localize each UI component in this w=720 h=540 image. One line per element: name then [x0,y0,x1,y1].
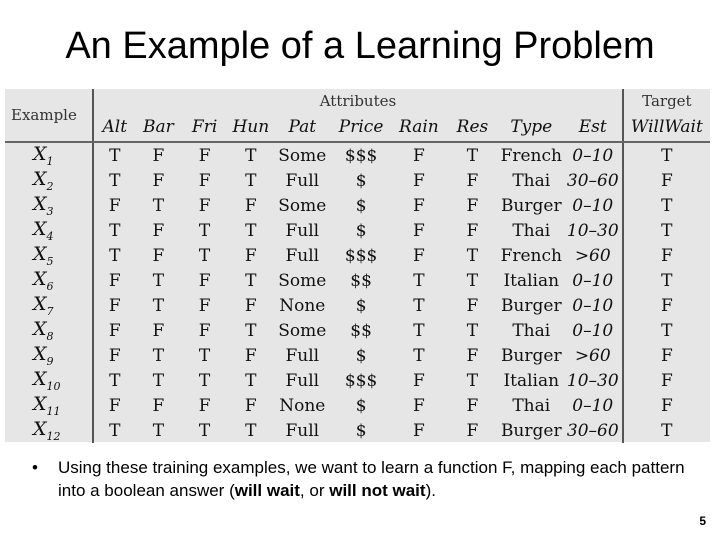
cell-fri: T [198,220,211,241]
cell-res: F [466,420,479,441]
example-id-cell [5,343,93,368]
cell-type: French [500,245,562,266]
example-id-letter: X [33,218,47,241]
example-id-subscript: 1 [46,154,54,168]
cell-price: $ [355,395,367,416]
cell-price: $$ [350,270,372,291]
cell-hun: T [245,370,257,391]
cell-res: F [466,195,479,216]
example-id-letter: X [33,243,47,266]
cell-rain: T [413,295,425,316]
cell-est: 30–60 [564,168,623,193]
cell-est: 0–10 [564,293,623,318]
cell-fri: T [198,345,211,366]
cell-fri: F [198,295,211,316]
example-id-subscript: 8 [46,329,54,343]
cell-alt: T [109,145,121,166]
cell-pat: Full [285,245,320,266]
cell-res: T [466,145,479,166]
table-row [5,168,710,193]
cell-res: F [466,220,479,241]
example-id-subscript: 10 [46,379,61,393]
cell-est: 0–10 [564,193,623,218]
bullet-icon: • [32,458,38,477]
bullet-bold-will-not-wait: will not wait [329,481,426,500]
cell-willwait: T [661,220,673,241]
cell-rain: F [412,170,425,191]
cell-willwait: F [660,345,673,366]
cell-hun: T [245,220,257,241]
cell-hun: F [244,195,257,216]
cell-willwait: F [660,395,673,416]
cell-res: T [466,245,479,266]
cell-pat: None [279,295,326,316]
example-id-subscript: 2 [46,179,54,193]
example-id-letter: X [33,393,47,416]
cell-hun: F [244,295,257,316]
cell-rain: F [412,220,425,241]
bullet-text-end: ). [425,481,436,500]
cell-est: 10–30 [564,218,623,243]
cell-hun: T [245,170,257,191]
cell-willwait: T [661,145,673,166]
cell-price: $ [355,195,367,216]
cell-price: $ [355,220,367,241]
table-row [5,243,710,268]
cell-alt: F [108,270,121,291]
cell-alt: T [109,220,121,241]
column-header-pat: Pat [274,113,331,142]
cell-willwait: F [660,245,673,266]
target-header: Target [642,92,692,110]
example-id-subscript: 9 [46,354,54,368]
table-row [5,142,710,168]
cell-fri: F [198,270,211,291]
table-row [5,293,710,318]
cell-willwait: F [660,370,673,391]
bullet-bold-will-wait: will wait [234,481,300,500]
cell-hun: T [245,320,257,341]
cell-fri: T [198,245,211,266]
example-header: Example [5,89,93,142]
cell-bar: F [152,170,165,191]
cell-bar: F [152,245,165,266]
cell-type: French [500,145,562,166]
cell-willwait: F [660,295,673,316]
cell-type: Thai [512,395,551,416]
cell-est: 0–10 [564,318,623,343]
cell-rain: T [413,270,425,291]
example-id-cell [5,218,93,243]
cell-price: $$$ [344,370,378,391]
cell-willwait: T [661,270,673,291]
cell-bar: T [152,195,165,216]
column-header-res: Res [446,113,499,142]
example-id-subscript: 11 [46,404,61,418]
example-id-letter: X [33,268,47,291]
cell-res: F [466,170,479,191]
cell-type: Burger [500,345,562,366]
cell-price: $ [355,420,367,441]
cell-pat: Full [285,170,320,191]
cell-alt: T [109,370,121,391]
cell-type: Italian [503,270,560,291]
cell-rain: F [412,195,425,216]
column-header-rain: Rain [392,113,447,142]
cell-est: 10–30 [564,368,623,393]
cell-fri: F [198,170,211,191]
cell-rain: F [412,370,425,391]
cell-hun: F [244,245,257,266]
cell-pat: Some [278,320,327,341]
cell-fri: F [198,320,211,341]
example-id-letter: X [33,318,47,341]
cell-price: $$$ [344,145,378,166]
cell-alt: F [108,195,121,216]
table-body [5,142,710,443]
table-row [5,393,710,418]
cell-bar: F [152,220,165,241]
bullet-point [32,456,692,502]
cell-pat: Some [278,195,327,216]
cell-type: Italian [503,370,560,391]
cell-hun: F [244,395,257,416]
cell-fri: F [198,195,211,216]
cell-est: 0–10 [564,268,623,293]
bullet-text-start: Using these training examples, we want to learn a function F, mapping each pattern into a boolean answer ( [58,458,685,500]
cell-est: >60 [564,343,623,368]
table-row [5,193,710,218]
example-id-cell [5,168,93,193]
column-header-row [5,113,710,142]
cell-price: $$$ [344,245,378,266]
bullet-text [32,456,692,502]
example-id-cell [5,142,93,168]
cell-bar: T [152,420,165,441]
column-header-hun: Hun [228,113,274,142]
cell-rain: T [413,320,425,341]
cell-pat: Full [285,370,320,391]
training-examples-table-container [5,89,710,442]
cell-res: F [466,295,479,316]
column-header-fri: Fri [181,113,227,142]
cell-res: F [466,345,479,366]
cell-est: 30–60 [564,418,623,443]
cell-pat: Full [285,420,320,441]
cell-pat: Full [285,345,320,366]
cell-est: 0–10 [564,393,623,418]
column-header-est: Est [564,113,623,142]
cell-alt: T [109,420,121,441]
cell-pat: Some [278,270,327,291]
column-header-price: Price [331,113,392,142]
cell-hun: T [245,145,257,166]
cell-bar: F [152,145,165,166]
example-id-subscript: 5 [46,254,54,268]
training-examples-table [5,89,710,443]
cell-price: $ [355,295,367,316]
cell-price: $ [355,345,367,366]
example-id-subscript: 12 [46,429,61,443]
cell-bar: T [152,270,165,291]
group-header-row [5,89,710,113]
cell-price: $$ [350,320,372,341]
cell-fri: T [198,420,211,441]
cell-pat: None [279,395,326,416]
column-header-bar: Bar [135,113,181,142]
example-id-letter: X [33,368,47,391]
cell-rain: F [412,395,425,416]
cell-type: Thai [512,320,551,341]
cell-willwait: T [661,320,673,341]
cell-fri: T [198,370,211,391]
cell-pat: Full [285,220,320,241]
example-id-cell [5,193,93,218]
page-number: 5 [699,514,706,528]
cell-rain: F [412,245,425,266]
bullet-text-middle: , or [299,481,330,500]
cell-fri: F [198,145,211,166]
cell-rain: F [412,420,425,441]
example-id-letter: X [33,293,47,316]
example-id-letter: X [33,343,47,366]
cell-willwait: T [661,195,673,216]
cell-rain: F [412,145,425,166]
cell-type: Thai [512,170,551,191]
cell-res: T [466,370,479,391]
cell-alt: F [108,395,121,416]
cell-type: Burger [500,195,562,216]
cell-fri: F [198,395,211,416]
example-id-subscript: 7 [46,304,54,318]
cell-alt: F [108,345,121,366]
table-row [5,368,710,393]
cell-bar: F [152,320,165,341]
cell-type: Burger [500,295,562,316]
cell-res: F [466,395,479,416]
cell-alt: F [108,295,121,316]
table-row [5,268,710,293]
example-id-cell [5,243,93,268]
cell-alt: F [108,320,121,341]
table-row [5,318,710,343]
cell-alt: T [109,245,121,266]
example-id-letter: X [33,143,47,166]
cell-hun: F [244,345,257,366]
example-id-subscript: 3 [46,204,54,218]
attributes-header: Attributes [93,89,622,113]
example-id-cell [5,418,93,443]
cell-type: Burger [500,420,562,441]
table-row [5,418,710,443]
column-header-alt: Alt [93,113,135,142]
cell-willwait: T [661,420,673,441]
example-id-cell [5,368,93,393]
example-id-letter: X [33,193,47,216]
example-id-cell [5,268,93,293]
cell-willwait: F [660,170,673,191]
column-header-willwait: WillWait [623,113,710,142]
cell-hun: T [245,420,257,441]
cell-bar: T [152,295,165,316]
example-id-subscript: 6 [46,279,54,293]
slide-title: An Example of a Learning Problem [65,25,655,67]
example-id-cell [5,293,93,318]
cell-type: Thai [512,220,551,241]
example-id-cell [5,393,93,418]
cell-bar: T [152,370,165,391]
cell-alt: T [109,170,121,191]
cell-bar: F [152,395,165,416]
example-id-letter: X [33,168,47,191]
cell-res: T [466,270,479,291]
example-id-cell [5,318,93,343]
cell-price: $ [355,170,367,191]
cell-pat: Some [278,145,327,166]
table-row [5,218,710,243]
example-id-letter: X [33,418,47,441]
cell-rain: T [413,345,425,366]
cell-est: 0–10 [564,142,623,168]
cell-est: >60 [564,243,623,268]
cell-hun: T [245,270,257,291]
example-id-subscript: 4 [46,229,54,243]
cell-bar: T [152,345,165,366]
column-header-type: Type [499,113,564,142]
table-row [5,343,710,368]
cell-res: T [466,320,479,341]
